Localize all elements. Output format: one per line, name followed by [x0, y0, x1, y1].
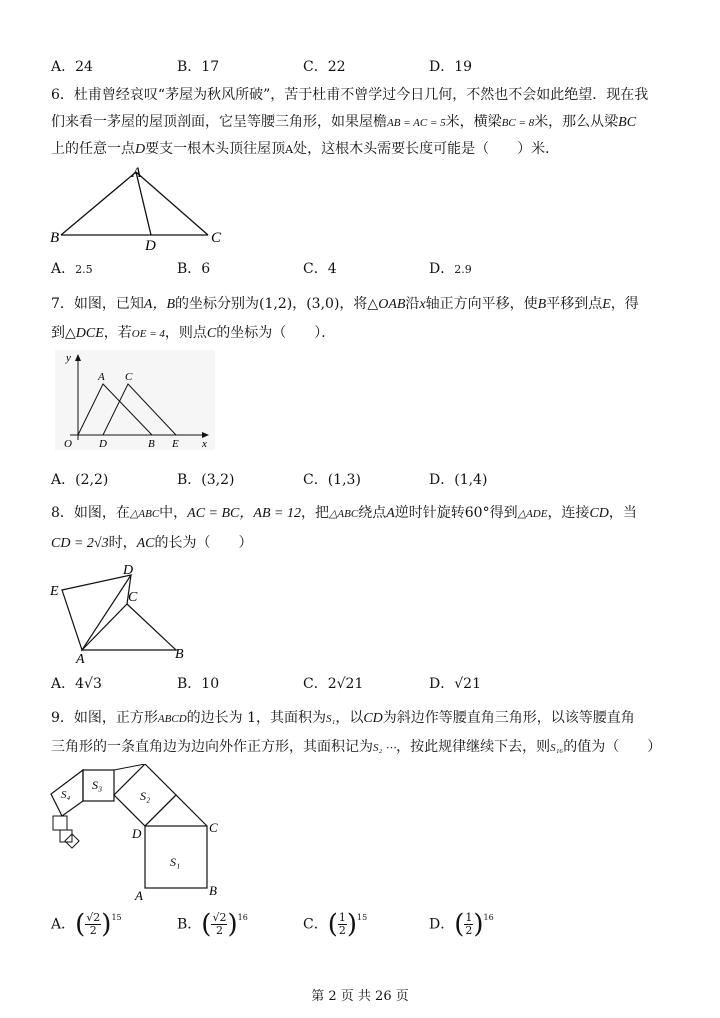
q6-option-a: A．2.5 [51, 261, 93, 277]
q6-edge-ac [136, 172, 208, 235]
q8-option-c: C．2√21 [303, 676, 364, 692]
q6-label-d: D [145, 238, 156, 254]
q8-label-b: B [175, 647, 184, 662]
q9-label-s4: S₄ [61, 789, 71, 801]
q6-text-line3: 上的任意一点D要支一根木头顶往屋顶A处，这根木头需要长度可能是（ ）米． [51, 141, 560, 157]
q9-label-c: C [209, 820, 218, 835]
q9-text-line2: 三角形的一条直角边为边向外作正方形，其面积记为S₂ ⋯，按此规律继续下去，则S₁₆的值为（ ） [51, 739, 662, 755]
q6-label-c: C [211, 230, 222, 246]
q7-option-b: B．(3,2) [177, 472, 235, 488]
q9-label-d: D [132, 826, 142, 841]
q5-option-c: C．22 [303, 59, 346, 75]
q9-label-s3: S₃ [92, 778, 103, 792]
q8-label-d: D [123, 563, 134, 578]
q8-label-a: A [76, 652, 85, 666]
q8-label-e: E [50, 584, 59, 599]
q9-option-d: D．( $\frac{1}{2}$ )$^{16}$ [429, 909, 494, 940]
q7-figure [55, 350, 215, 450]
q8-triangle-abc [82, 604, 176, 650]
page-footer: 第 2 页 共 26 页 [311, 989, 409, 1004]
q7-label-b: B [148, 438, 155, 450]
q7-label-y: y [66, 352, 71, 364]
q9-option-c: C．( $\frac{1}{2}$ )$^{15}$ [303, 909, 368, 940]
q5-option-a: A．24 [51, 59, 93, 75]
q6-option-b: B．6 [177, 261, 211, 277]
q8-option-b: B．10 [177, 676, 220, 692]
q9-label-b: B [209, 883, 217, 898]
q8-option-d: D．√21 [429, 676, 481, 692]
q7-option-c: C．(1,3) [303, 472, 361, 488]
q6-text-line2: 们来看一茅屋的屋顶剖面，它呈等腰三角形，如果屋檐AB = AC = 5米，横梁BC = 8米，那么从梁BC [51, 114, 637, 130]
q7-label-x: x [202, 438, 207, 450]
q5-option-d: D．19 [429, 59, 473, 75]
q9-option-b: B．( $\frac{√2}{2}$ )$^{16}$ [177, 909, 248, 940]
q6-figure [48, 162, 238, 254]
q6-label-b: B [50, 230, 60, 246]
q8-text-line1: 8．如图，在△ABC中，AC = BC，AB = 12，把△ABC绕点A逆时针旋转60°得到△ADE，连接CD，当 [51, 505, 637, 521]
q7-label-o: O [64, 438, 72, 450]
q7-option-d: D．(1,4) [429, 472, 488, 488]
q9-label-s1: S₁ [170, 855, 181, 869]
q9-triangle-1 [145, 795, 207, 826]
q7-option-a: A．(2,2) [51, 472, 109, 488]
q7-label-d: D [99, 438, 107, 450]
q9-label-s2: S₂ [140, 789, 151, 803]
q6-option-d: D．2.9 [429, 261, 472, 277]
q7-label-a: A [98, 371, 105, 383]
q9-text-line1: 9．如图，正方形ABCD的边长为 1，其面积为S₁，以CD为斜边作等腰直角三角形，以该等腰直角 [51, 710, 635, 726]
q7-text-line1: 7．如图，已知A，B的坐标分别为(1,2)，(3,0)，将△OAB沿x轴正方向平移，使B平移到点E，得 [51, 296, 639, 312]
q6-text-line1: 6．杜甫曾经哀叹“茅屋为秋风所破”，苦于杜甫不曾学过今日几何，不然也不会如此绝望．现在我 [51, 87, 649, 103]
q7-label-c: C [125, 371, 133, 383]
q8-option-a: A．4√3 [51, 676, 102, 692]
q9-option-a: A．( $\frac{√2}{2}$ )$^{15}$ [51, 909, 122, 940]
q8-figure [46, 562, 196, 666]
q8-text-line2: CD = 2√3时，AC的长为（ ） [51, 535, 253, 551]
q7-label-e: E [172, 438, 179, 450]
q6-label-a: A [132, 165, 142, 181]
q7-text-line2: 到△DCE，若OE = 4，则点C的坐标为（ ）． [51, 325, 336, 341]
q9-square-s5 [53, 816, 67, 830]
q9-figure [45, 764, 230, 902]
q5-option-b: B．17 [177, 59, 220, 75]
q6-edge-ad [136, 172, 151, 235]
q8-label-c: C [128, 590, 138, 605]
q8-triangle-ade [62, 575, 131, 650]
q9-label-a: A [135, 888, 143, 902]
q6-option-c: C．4 [303, 261, 337, 277]
q6-edge-ab [61, 172, 136, 235]
